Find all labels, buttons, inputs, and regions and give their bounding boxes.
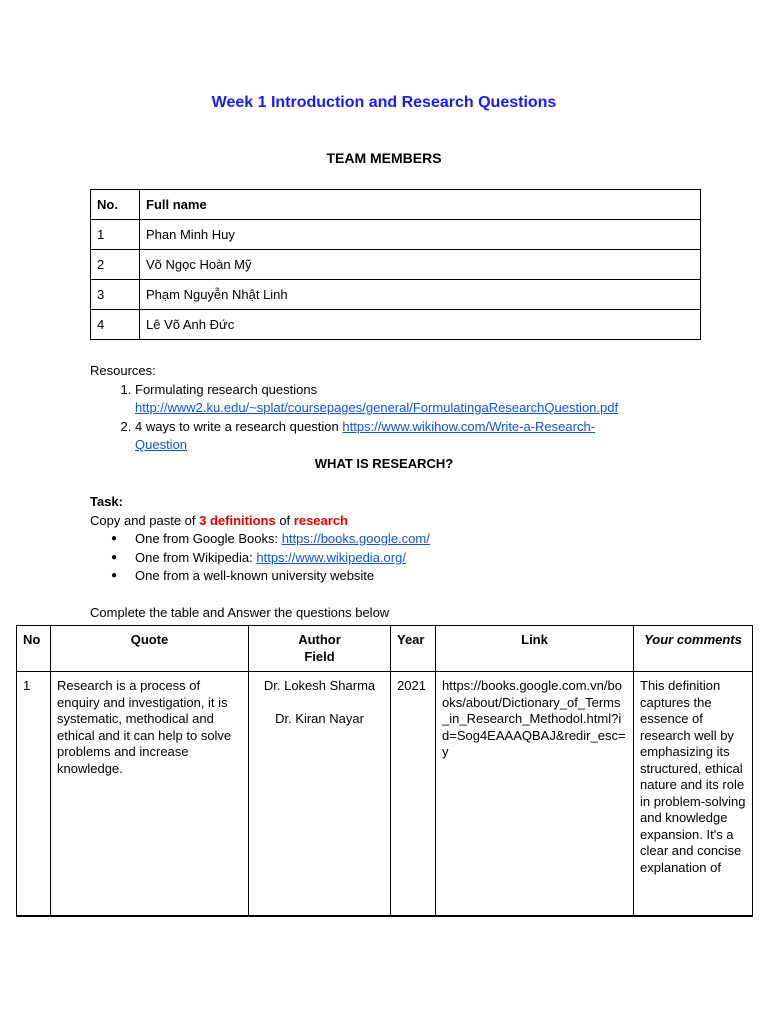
task-bullet [135, 567, 710, 586]
resources-label: Resources: [90, 363, 156, 378]
team-table-header [91, 190, 701, 220]
task-bullet-text: One from a well-known university website [135, 568, 375, 583]
col-year: Year [391, 626, 436, 672]
team-row [91, 250, 701, 280]
what-is-research-heading: WHAT IS RESEARCH? [314, 456, 454, 471]
row-author-2: Dr. Kiran Nayar [275, 711, 364, 726]
task-section [90, 493, 710, 586]
team-col-name: Full name [140, 190, 701, 220]
team-row [91, 220, 701, 250]
col-link: Link [436, 626, 634, 672]
page-title: Week 1 Introduction and Research Questions [211, 94, 557, 111]
task-bullet [135, 530, 710, 549]
team-row [91, 310, 701, 340]
resource-item [135, 418, 710, 455]
task-text-mid: of [275, 512, 294, 528]
task-bullet-text: One from Wikipedia: [135, 549, 257, 565]
row-author-1: Dr. Lokesh Sharma [263, 678, 376, 693]
resource-link-wikihow-part2: Question [135, 437, 188, 452]
col-comments: Your comments [634, 626, 753, 672]
team-member-name: Phạm Nguyễn Nhật Linh [140, 280, 701, 310]
team-table [90, 189, 701, 340]
row-quote: Research is a process of enquiry and investigation, it is systematic, methodical and ethical and it can help to solve problems and increase knowledge. [51, 672, 249, 917]
task-bullets [90, 530, 710, 586]
team-member-no: 4 [91, 310, 140, 340]
google-books-link[interactable]: https://books.google.com/ [281, 531, 430, 546]
col-quote: Quote [51, 626, 249, 672]
definitions-table [16, 625, 753, 917]
task-label: Task: [90, 494, 123, 509]
wikipedia-link[interactable]: https://www.wikipedia.org/ [256, 549, 406, 565]
team-member-no: 3 [91, 280, 140, 310]
complete-instruction: Complete the table and Answer the questions below [90, 605, 390, 620]
team-member-name: Võ Ngọc Hoàn Mỹ [140, 250, 701, 280]
team-member-name: Phan Minh Huy [140, 220, 701, 250]
resource-link-wikihow-part1: https://www.wikihow.com/Write-a-Research- [342, 418, 596, 434]
row-comments: This definition captures the essence of research well by emphasizing its structured, ethical nature and its role in problem-solving and knowledge expansion. It's a clear and concise explanation of [634, 672, 753, 917]
team-col-no: No. [91, 190, 140, 220]
task-bullet-text: One from Google Books: [135, 531, 282, 546]
task-highlight-research: research [293, 512, 348, 528]
row-author [249, 672, 391, 917]
row-year: 2021 [391, 672, 436, 917]
resource-item [135, 381, 710, 418]
team-member-no: 1 [91, 220, 140, 250]
task-bullet [135, 549, 710, 568]
task-highlight-definitions: 3 definitions [199, 512, 276, 528]
task-text-pre: Copy and paste of [90, 512, 200, 528]
task-instruction [90, 512, 710, 531]
col-field: Field [304, 648, 335, 664]
team-heading: TEAM MEMBERS [326, 150, 442, 166]
table-row [17, 672, 753, 917]
col-author-field [249, 626, 391, 672]
definitions-table-header [17, 626, 753, 672]
team-row [91, 280, 701, 310]
resource-link-ku[interactable]: http://www2.ku.edu/~splat/coursepages/general/FormulatingaResearchQuestion.pdf [135, 400, 619, 415]
team-member-name: Lê Võ Anh Đức [140, 310, 701, 340]
row-no: 1 [17, 672, 51, 917]
team-member-no: 2 [91, 250, 140, 280]
col-no: No [17, 626, 51, 672]
resource-text: Formulating research questions [135, 381, 318, 397]
resources-section [90, 362, 710, 455]
resource-text: 4 ways to write a research question [135, 418, 339, 434]
col-author: Author [298, 632, 341, 647]
resources-list [90, 381, 710, 455]
row-link[interactable]: https://books.google.com.vn/books/about/Dictionary_of_Terms_in_Research_Methodol.html?id=Sog4EAAAQBAJ&redir_esc=y [436, 672, 634, 917]
